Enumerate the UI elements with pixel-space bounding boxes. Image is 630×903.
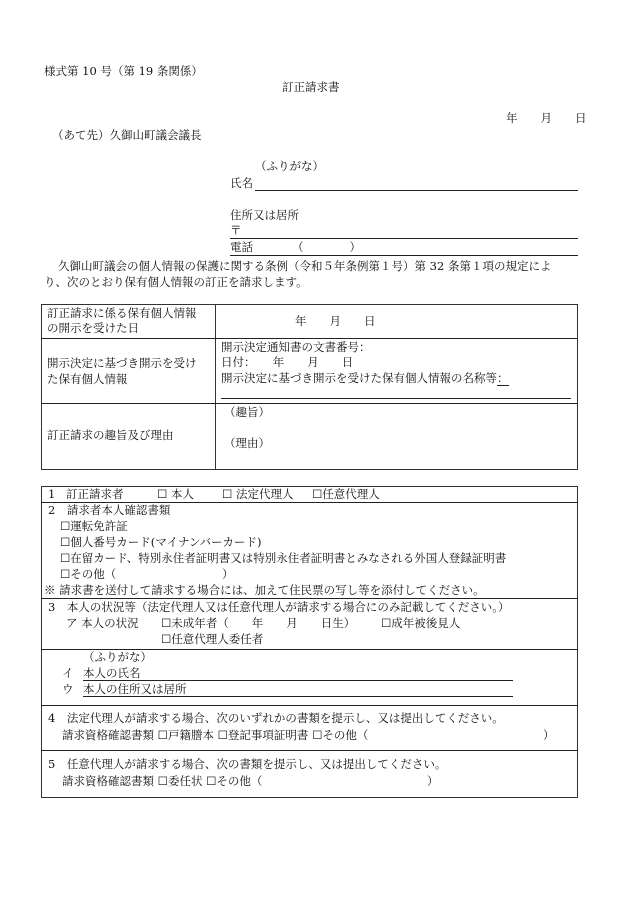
legal-rep-documents-checkboxes[interactable]: 請求資格確認書類 ☐戸籍謄本 ☐登記事項証明書 ☐その他（ (62, 728, 369, 742)
disclosure-date-field[interactable]: 年 月 日 (295, 314, 376, 328)
applicant-phone-field[interactable] (230, 255, 578, 256)
disclosed-info-name-colon: ： (497, 371, 509, 385)
section-5-title: 5 任意代理人が請求する場合、次の書類を提示し、又は提出してください。 (48, 757, 447, 771)
table2-divider-5 (41, 750, 577, 751)
disclosure-date-label-2: の開示を受けた日 (47, 321, 139, 335)
id-my-number-card-checkbox[interactable]: ☐個人番号カード(マイナンバーカード) (60, 535, 262, 549)
id-other-close-paren: ） (222, 567, 234, 581)
disclosure-date-label-1: 訂正請求に係る保有個人情報 (47, 306, 197, 320)
principal-status-label: ア 本人の状況 (66, 616, 139, 630)
applicant-phone-label: 電話 (230, 240, 253, 254)
notice-document-number[interactable]: 開示決定通知書の文書番号： (221, 340, 371, 354)
id-drivers-license-checkbox[interactable]: ☐運転免許証 (60, 519, 128, 533)
applicant-name-label: 氏名 (230, 176, 253, 190)
section-4-title: 4 法定代理人が請求する場合、次のいずれかの書類を提示し、又は提出してください。 (48, 711, 504, 725)
legal-rep-other-close-paren: ） (543, 728, 555, 742)
applicant-address-label: 住所又は居所 (230, 208, 299, 222)
section-1-number: 1 (48, 487, 56, 501)
disclosed-info-label-1: 開示決定に基づき開示を受け (47, 356, 197, 370)
intro-line-1: 久御山町議会の個人情報の保護に関する条例（令和５年条例第１号）第 32 条第１項の規定によ (58, 259, 552, 273)
table1-row-divider-1 (41, 338, 577, 339)
principal-name-mark: イ (62, 666, 74, 680)
principal-address-mark: ウ (62, 682, 74, 696)
principal-minor-checkbox[interactable]: ☐未成年者（ 年 月 日生） (161, 616, 356, 630)
principal-address-label: 本人の住所又は居所 (83, 682, 187, 696)
disclosed-info-name-label (221, 372, 509, 386)
table2-divider-2 (41, 598, 577, 599)
requester-voluntary-agent-checkbox[interactable]: ☐任意代理人 (312, 487, 380, 501)
date-field[interactable]: 年 月 日 (506, 111, 587, 125)
disclosed-info-label-2: た保有個人情報 (47, 372, 128, 386)
principal-adult-ward-checkbox[interactable]: ☐成年被後見人 (381, 616, 461, 630)
intro-line-2: り、次のとおり保有個人情報の訂正を請求します。 (44, 275, 308, 289)
correction-reason-field[interactable]: （理由） (224, 436, 270, 450)
section-3-title: 3 本人の状況等（法定代理人又は任意代理人が請求する場合にのみ記載してください。） (48, 600, 510, 614)
principal-name-label: 本人の氏名 (83, 666, 141, 680)
applicant-phone-paren: （ ） (292, 240, 361, 254)
section-2-title: 2 請求者本人確認書類 (48, 503, 171, 517)
disclosed-info-name-field[interactable] (221, 398, 571, 399)
principal-name-field[interactable] (83, 680, 513, 681)
table2-divider-4 (41, 705, 577, 706)
table1-row-divider-2 (41, 403, 577, 404)
principal-delegator-checkbox[interactable]: ☐任意代理人委任者 (161, 632, 264, 646)
notice-date[interactable]: 日付： 年 月 日 (221, 355, 354, 369)
applicant-furigana-label: （ふりがな） (255, 159, 324, 173)
document-title: 訂正請求書 (282, 80, 340, 94)
postal-mark: 〒 (230, 223, 242, 237)
applicant-name-field[interactable] (255, 190, 578, 191)
id-residence-card-checkbox[interactable]: ☐在留カード、特別永住者証明書又は特別永住者証明書とみなされる外国人登録証明書 (60, 551, 507, 565)
requester-legal-representative-checkbox[interactable]: ☐ 法定代理人 (222, 487, 294, 501)
requester-self-checkbox[interactable]: ☐ 本人 (157, 487, 194, 501)
principal-address-field[interactable] (83, 696, 513, 697)
principal-furigana-label: （ふりがな） (83, 650, 152, 664)
voluntary-agent-documents-checkboxes[interactable]: 請求資格確認書類 ☐委任状 ☐その他（ (62, 774, 263, 788)
disclosed-info-name-text: 開示決定に基づき開示を受けた保有個人情報の名称等 (221, 371, 497, 385)
correction-purpose-reason-label: 訂正請求の趣旨及び理由 (47, 428, 174, 442)
mail-submission-note: ※ 請求書を送付して請求する場合には、加えて住民票の写し等を添付してください。 (44, 583, 485, 597)
voluntary-agent-other-close-paren: ） (427, 774, 439, 788)
form-number: 様式第 10 号（第 19 条関係） (44, 64, 203, 78)
correction-purpose-field[interactable]: （趣旨） (224, 405, 270, 419)
applicant-address-field[interactable] (230, 238, 578, 239)
addressee: （あて先）久御山町議会議長 (52, 128, 202, 142)
id-other-checkbox[interactable]: ☐その他（ (60, 567, 117, 581)
table1-column-divider (215, 304, 216, 469)
requester-type-label: 訂正請求者 (66, 487, 124, 501)
